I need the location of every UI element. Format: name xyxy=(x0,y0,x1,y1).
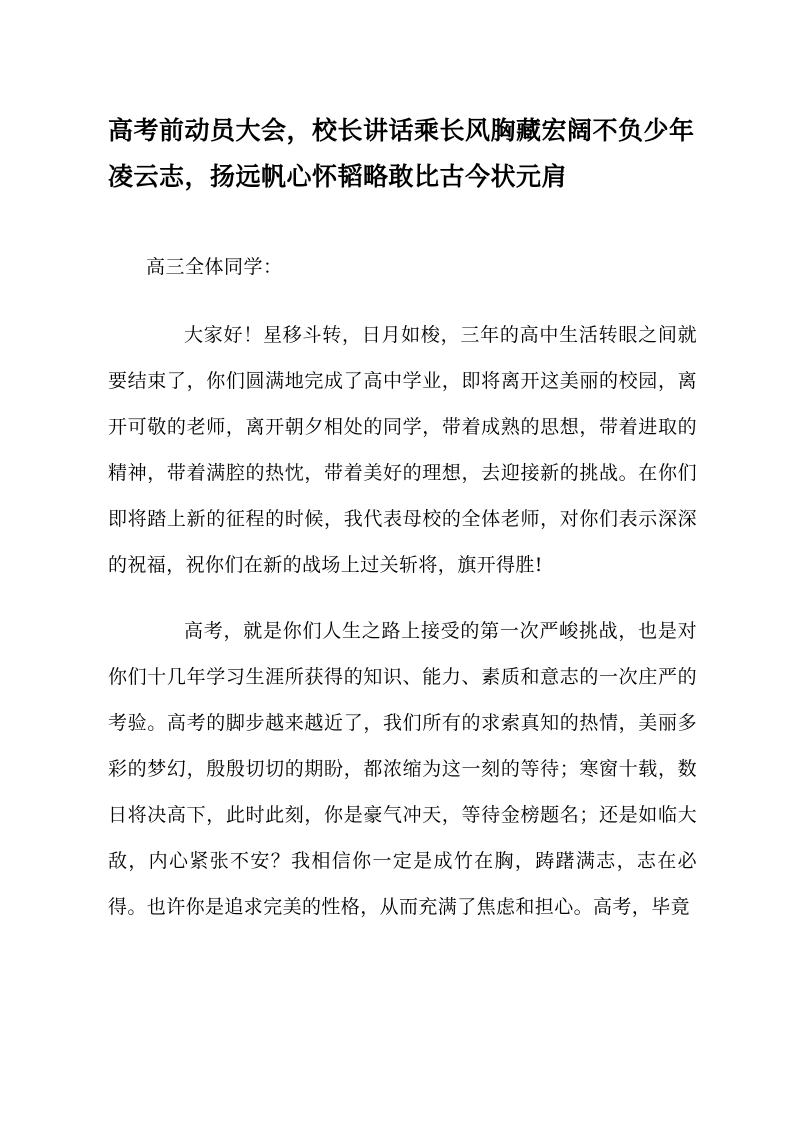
body-paragraph: 大家好！星移斗转，日月如梭，三年的高中生活转眼之间就要结束了，你们圆满地完成了高中学业，即将离开这美丽的校园，离开可敬的老师，离开朝夕相处的同学，带着成熟的思想，带着进取的精神，带着满腔的热忱，带着美好的理想，去迎接新的挑战。在你们即将踏上新的征程的时候，我代表母校的全体老师，对你们表示深深的祝福，祝你们在新的战场上过关斩将，旗开得胜! xyxy=(108,324,697,576)
page-title: 高考前动员大会，校长讲话乘长风胸藏宏阔不负少年凌云志，扬远帆心怀韬略敢比古今状元肩 xyxy=(108,116,695,191)
salutation-line: 高三全体同学： xyxy=(146,256,283,278)
body-paragraph: 高考，就是你们人生之路上接受的第一次严峻挑战，也是对你们十几年学习生涯所获得的知识、能力、素质和意志的一次庄严的考验。高考的脚步越来越近了，我们所有的求索真知的热情，美丽多彩的梦幻，殷殷切切的期盼，都浓缩为这一刻的等待；寒窗十载，数日将决高下，此时此刻，你是豪气冲天，等待金榜题名；还是如临大敌，内心紧张不安？我相信你一定是成竹在胸，踌躇满志，志在必得。也许你是追求完美的性格，从而充满了焦虑和担心。高考，毕竟 xyxy=(108,620,697,918)
